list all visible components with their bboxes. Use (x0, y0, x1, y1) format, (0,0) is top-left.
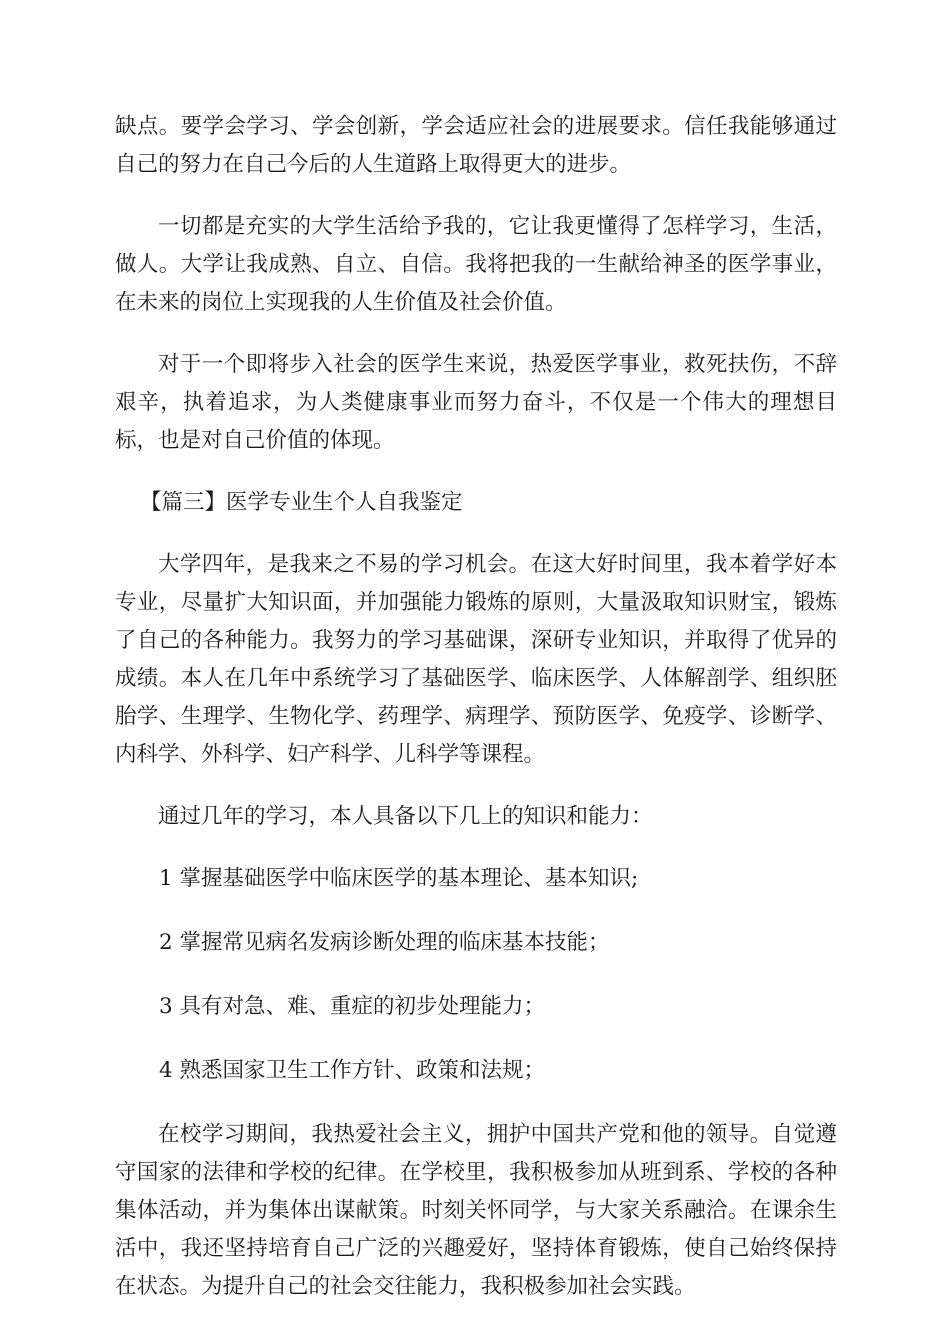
list-item-1: 1 掌握基础医学中临床医学的基本理论、基本知识; (159, 866, 639, 891)
list-item-3: 3 具有对急、难、重症的初步处理能力； (159, 994, 546, 1019)
paragraph-campus-life: 在校学习期间，我热爱社会主义，拥护中国共产党和他的领导。自觉遵守国家的法律和学校的纪律。在学校里，我积极参加从班到系、学校的各种集体活动，并为集体出谋献策。时刻关怀同学，与大家关系融洽。在课余生活中，我还坚持培育自己广泛的兴趣爱好，坚持体育锻炼，使自己始终保持在状态。为提升自己的社会交往能力，我积极参加社会实践。 (115, 1122, 837, 1299)
section-heading: 【篇三】医学专业生个人自我鉴定 (140, 490, 463, 515)
document-body (115, 108, 837, 1330)
paragraph-medical-career: 对于一个即将步入社会的医学生来说，热爱医学事业，救死扶伤，不辞艰辛，执着追求，为人类健康事业而努力奋斗，不仅是一个伟大的理想目标，也是对自己价值的体现。 (115, 352, 837, 453)
list-item-4: 4 熟悉国家卫生工作方针、政策和法规； (159, 1058, 546, 1083)
paragraph-continuation: 缺点。要学会学习、学会创新，学会适应社会的进展要求。信任我能够通过自己的努力在自己今后的人生道路上取得更大的进步。 (115, 114, 837, 177)
paragraph-four-years: 大学四年，是我来之不易的学习机会。在这大好时间里，我本着学好本专业，尽量扩大知识面，并加强能力锻炼的原则，大量汲取知识财宝，锻炼了自己的各种能力。我努力的学习基础课，深研专业知识，并取得了优异的成绩。本人在几年中系统学习了基础医学、临床医学、人体解剖学、组织胚胎学、生理学、生物化学、药理学、病理学、预防医学、免疫学、诊断学、内科学、外科学、妇产科学、儿科学等课程。 (115, 552, 837, 767)
paragraph-abilities-intro: 通过几年的学习，本人具备以下几上的知识和能力： (158, 804, 653, 829)
paragraph-university-life: 一切都是充实的大学生活给予我的，它让我更懂得了怎样学习，生活，做人。大学让我成熟、自立、自信。我将把我的一生献给神圣的医学事业，在未来的岗位上实现我的人生价值及社会价值。 (115, 214, 837, 315)
list-item-2: 2 掌握常见病名发病诊断处理的临床基本技能； (159, 930, 610, 955)
